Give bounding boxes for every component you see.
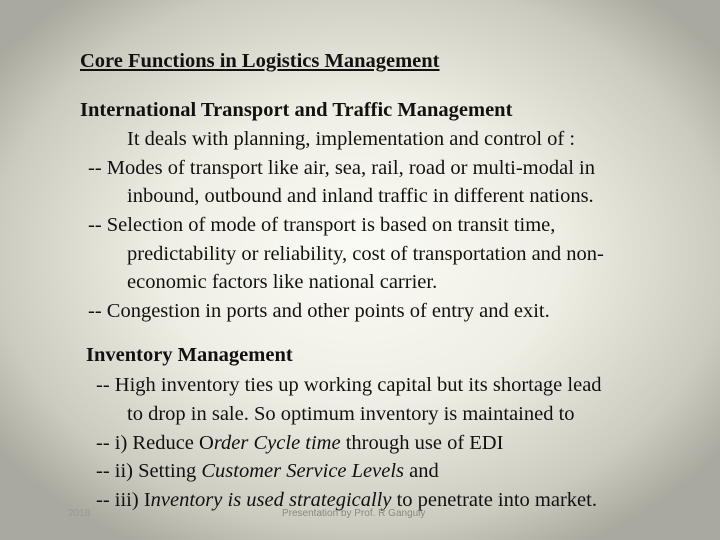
transport-line-4: -- Selection of mode of transport is based on transit time, [88,214,556,236]
inventory-line-2: to drop in sale. So optimum inventory is maintained to [127,403,575,425]
transport-line-7: -- Congestion in ports and other points of entry and exit. [88,300,550,322]
slide-title: Core Functions in Logistics Management [80,50,440,72]
footer-date: 2018 [68,508,91,519]
transport-line-6: economic factors like national carrier. [127,271,438,293]
footer-credit: Presentation by Prof. R Ganguly [282,508,426,519]
inventory-line-3: -- i) Reduce Order Cycle time through use of EDI [96,432,504,454]
inventory-line-1: -- High inventory ties up working capital but its shortage lead [96,374,602,396]
transport-line-1: It deals with planning, implementation and control of : [127,128,576,150]
inventory-line-4: -- ii) Setting Customer Service Levels and [96,460,439,482]
section-heading-transport: International Transport and Traffic Management [80,99,513,121]
inventory-line-5: -- iii) Inventory is used strategically to penetrate into market. [96,489,597,511]
transport-line-5: predictability or reliability, cost of transportation and non- [127,243,604,265]
transport-line-2: -- Modes of transport like air, sea, rail, road or multi-modal in [88,157,595,179]
section-heading-inventory: Inventory Management [86,344,293,366]
transport-line-3: inbound, outbound and inland traffic in different nations. [127,185,594,207]
